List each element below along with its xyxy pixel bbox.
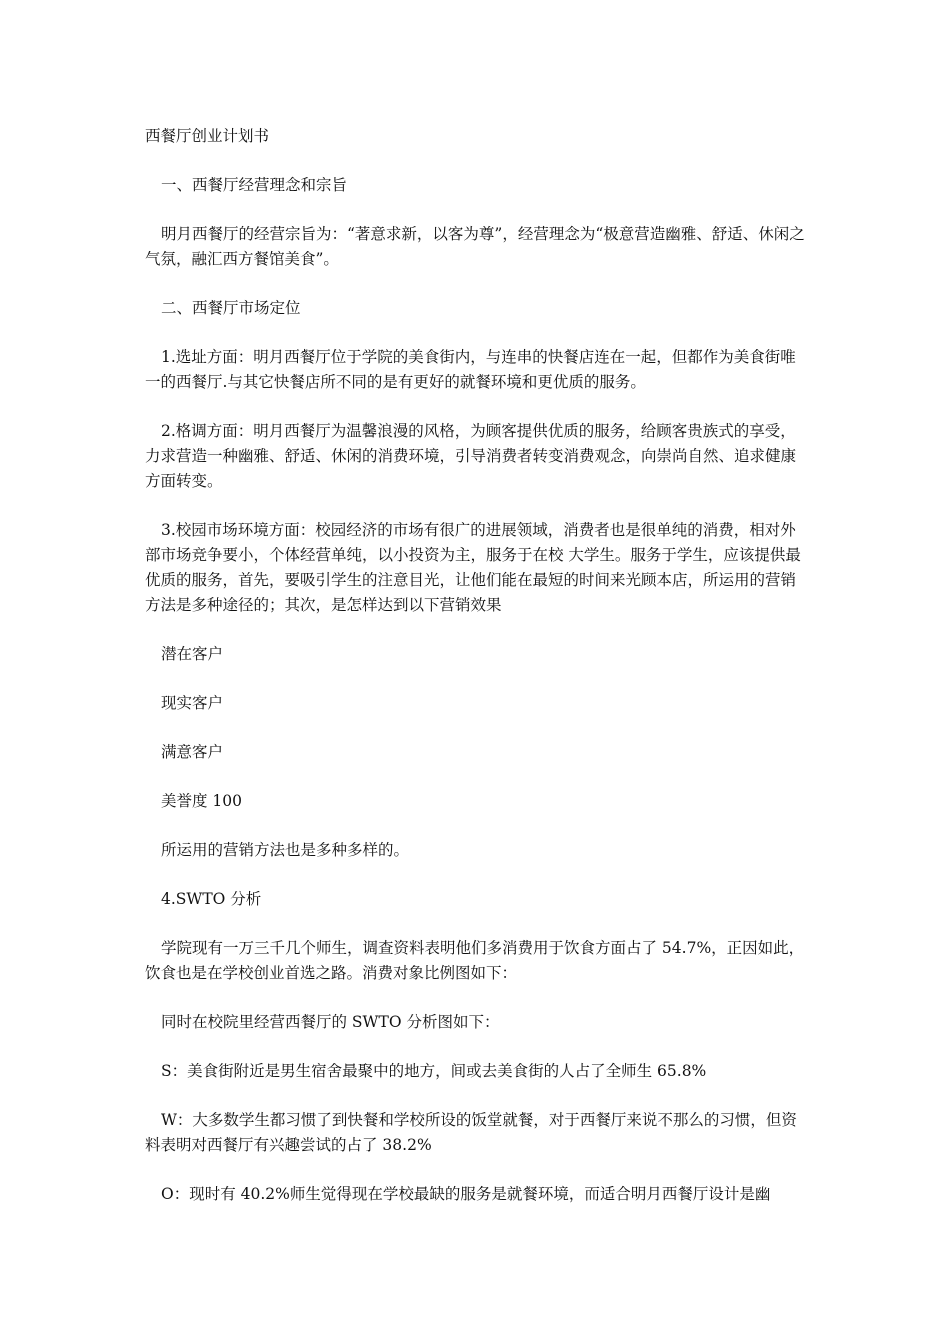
- list-item-real-customers: 现实客户: [161, 694, 224, 712]
- document-body: [145, 124, 810, 1231]
- list-item-satisfied-customers: 满意客户: [161, 743, 224, 761]
- section-heading-swto: 4.SWTO 分析: [161, 890, 262, 908]
- paragraph-weakness: W：大多数学生都习惯了到快餐和学校所设的饭堂就餐，对于西餐厅来说不那么的习惯，但资料表明对西餐厅有兴趣尝试的占了 38.2%: [145, 1111, 797, 1154]
- section-heading-market-positioning: 二、西餐厅市场定位: [161, 299, 301, 317]
- paragraph-consumption-survey: 学院现有一万三千几个师生，调查资料表明他们多消费用于饮食方面占了 54.7%，正因如此，饮食也是在学校创业首选之路。消费对象比例图如下：: [145, 939, 805, 982]
- paragraph-philosophy: 明月西餐厅的经营宗旨为：“著意求新，以客为尊”，经营理念为“极意营造幽雅、舒适、休闲之气氛，融汇西方餐馆美食”。: [145, 225, 805, 268]
- paragraph-style: 2.格调方面：明月西餐厅为温馨浪漫的风格，为顾客提供优质的服务，给顾客贵族式的享受，力求营造一种幽雅、舒适、休闲的消费环境，引导消费者转变消费观念，向崇尚自然、追求健康方面转变。: [145, 422, 797, 490]
- paragraph-strength: S：美食街附近是男生宿舍最聚中的地方，间或去美食街的人占了全师生 65.8%: [161, 1062, 707, 1080]
- paragraph-opportunity: O：现时有 40.2%师生觉得现在学校最缺的服务是就餐环境，而适合明月西餐厅设计是幽: [161, 1185, 771, 1203]
- paragraph-location: 1.选址方面：明月西餐厅位于学院的美食街内，与连串的快餐店连在一起，但都作为美食街唯一的西餐厅.与其它快餐店所不同的是有更好的就餐环境和更优质的服务。: [145, 348, 796, 391]
- list-item-reputation: 美誉度 100: [161, 792, 243, 810]
- list-item-potential-customers: 潜在客户: [161, 645, 224, 663]
- section-heading-philosophy: 一、西餐厅经营理念和宗旨: [161, 176, 348, 194]
- document-title: 西餐厅创业计划书: [145, 127, 270, 145]
- paragraph-campus-market: 3.校园市场环境方面：校园经济的市场有很广的进展领域，消费者也是很单纯的消费，相对外部市场竞争要小，个体经营单纯，以小投资为主，服务于在校 大学生。服务于学生，应该提供最优质的服务，首先，要吸引学生的注意目光，让他们能在最短的时间来光顾本店，所运用的营销方法是多种途径的；其次，是怎样达到以下营销效果: [145, 521, 801, 614]
- paragraph-swto-intro: 同时在校院里经营西餐厅的 SWTO 分析图如下：: [161, 1013, 500, 1031]
- paragraph-marketing-methods: 所运用的营销方法也是多种多样的。: [161, 841, 410, 859]
